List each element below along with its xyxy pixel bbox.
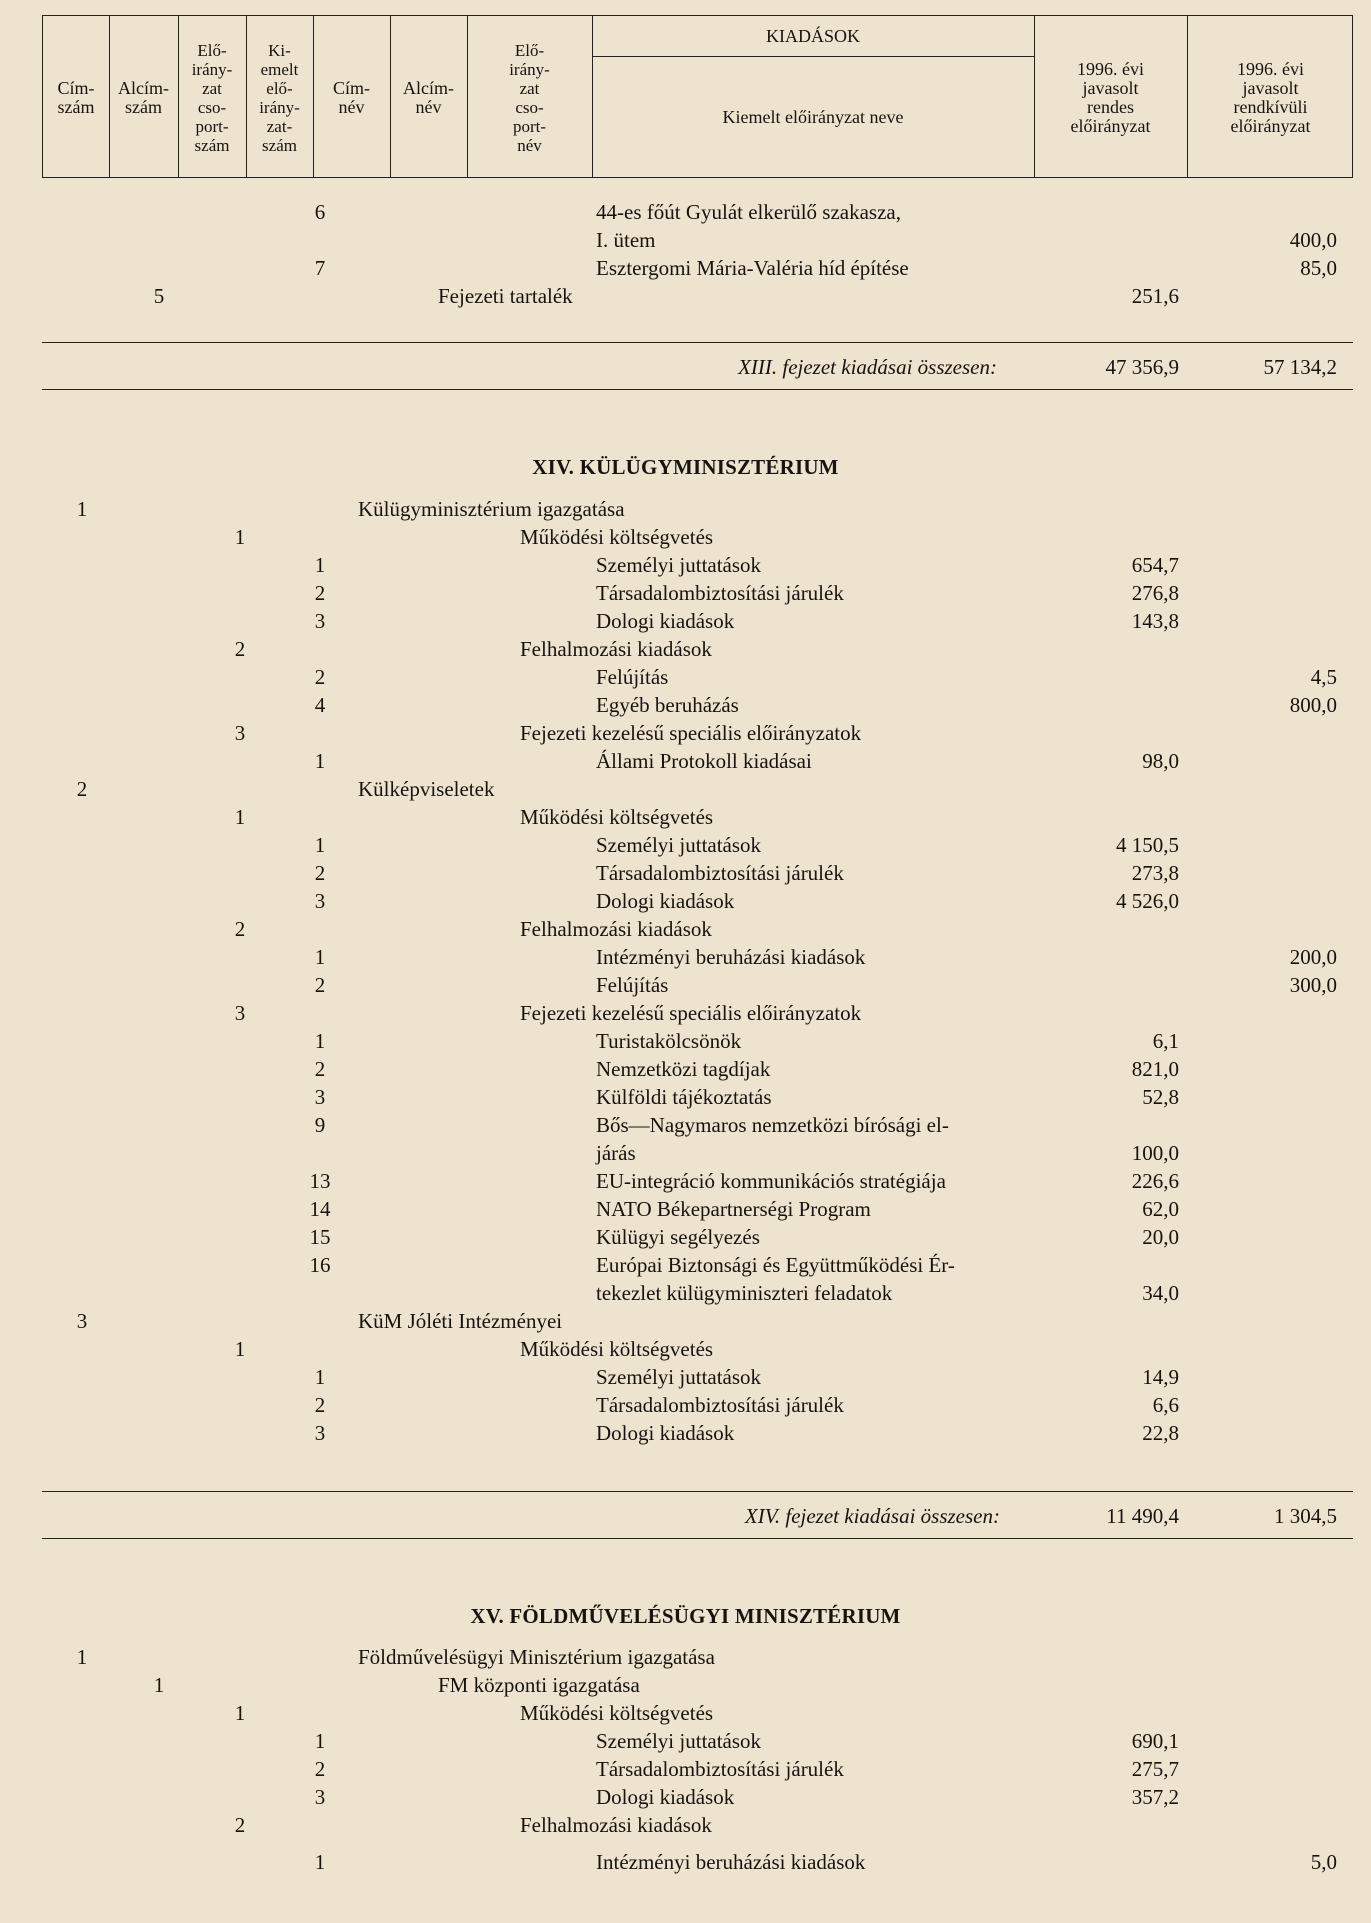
row-name: Földművelésügyi Minisztérium igazgatása	[358, 1645, 715, 1669]
row-name: 44-es főút Gyulát elkerülő szakasza,	[596, 200, 901, 224]
csoport-szam: 2	[234, 917, 246, 941]
rendes-value: 62,0	[1142, 1197, 1179, 1221]
kiemelt-szam: 1	[314, 833, 326, 857]
table-row	[0, 831, 1371, 859]
table-row	[0, 915, 1371, 943]
rendkivuli-value: 4,5	[1310, 665, 1337, 689]
table-row	[0, 1251, 1371, 1279]
rendes-value: 34,0	[1142, 1281, 1179, 1305]
row-name: Felhalmozási kiadások	[520, 637, 712, 661]
row-name: Működési költségvetés	[520, 805, 714, 829]
kiemelt-szam: 2	[314, 1393, 326, 1417]
rendkivuli-value: 800,0	[1289, 693, 1337, 717]
table-row	[0, 691, 1371, 719]
rendes-value: 4 150,5	[1116, 833, 1179, 857]
row-name: Dologi kiadások	[596, 609, 735, 633]
cim-szam: 2	[76, 777, 88, 801]
row-name: Turistakölcsönök	[596, 1029, 742, 1053]
csoport-szam: 1	[234, 805, 246, 829]
alcim-szam: 1	[153, 1673, 165, 1697]
total-rendkivuli: 1 304,5	[1274, 1504, 1337, 1528]
separator-line	[42, 1538, 1353, 1539]
row-name: Fejezeti tartalék	[438, 284, 573, 308]
row-name: Esztergomi Mária-Valéria híd építése	[596, 256, 909, 280]
row-name: tekezlet külügyminiszteri feladatok	[596, 1281, 893, 1305]
kiemelt-szam: 2	[314, 665, 326, 689]
rendkivuli-value: 5,0	[1310, 1850, 1337, 1874]
rendes-value: 143,8	[1131, 609, 1179, 633]
table-row	[0, 1307, 1371, 1335]
cim-szam: 1	[76, 497, 88, 521]
row-name: Külképviseletek	[358, 777, 495, 801]
table-row	[0, 1727, 1371, 1755]
row-name: Személyi juttatások	[596, 1729, 762, 1753]
rendkivuli-value: 200,0	[1289, 945, 1337, 969]
csoport-szam: 3	[234, 1001, 246, 1025]
cim-szam: 1	[76, 1645, 88, 1669]
table-row	[0, 254, 1371, 282]
header-kiadasok: KIADÁSOK	[766, 25, 860, 46]
rendes-value: 276,8	[1131, 581, 1179, 605]
rendes-value: 275,7	[1131, 1757, 1179, 1781]
section-title-xv: XV. FÖLDMŰVELÉSÜGYI MINISZTÉRIUM	[470, 1604, 901, 1628]
table-row	[0, 551, 1371, 579]
total-rendes: 47 356,9	[1105, 355, 1179, 379]
csoport-szam: 1	[234, 1701, 246, 1725]
rendes-value: 690,1	[1131, 1729, 1179, 1753]
table-row	[0, 495, 1371, 523]
kiemelt-szam: 3	[314, 889, 326, 913]
kiemelt-szam: 4	[314, 693, 326, 717]
kiemelt-szam: 1	[314, 1850, 326, 1874]
table-row	[0, 635, 1371, 663]
table-row	[0, 1083, 1371, 1111]
table-row	[0, 226, 1371, 254]
table-row	[0, 1671, 1371, 1699]
table-row	[0, 1363, 1371, 1391]
table-row	[0, 1755, 1371, 1783]
table-row	[0, 282, 1371, 310]
table-row	[0, 1195, 1371, 1223]
kiemelt-szam: 9	[314, 1113, 326, 1137]
rendkivuli-value: 300,0	[1289, 973, 1337, 997]
kiemelt-szam: 6	[314, 200, 326, 224]
table-row	[0, 1055, 1371, 1083]
table-row	[0, 971, 1371, 999]
row-name: Személyi juttatások	[596, 833, 762, 857]
header-cim-nev: Cím- név	[332, 77, 370, 117]
table-row	[0, 1848, 1371, 1876]
table-row	[0, 1223, 1371, 1251]
row-name: Fejezeti kezelésű speciális előirányzatok	[520, 1001, 862, 1025]
kiemelt-szam: 2	[314, 1757, 326, 1781]
table-row	[0, 1391, 1371, 1419]
row-name: Fejezeti kezelésű speciális előirányzatok	[520, 721, 862, 745]
table-row	[0, 887, 1371, 915]
row-name: KüM Jóléti Intézményei	[358, 1309, 563, 1333]
row-name: Személyi juttatások	[596, 1365, 762, 1389]
header-eloiranyzat-csoport-nev: Elő- irány- zat cso- port- név	[509, 40, 550, 155]
header-eloiranyzat-csoport-szam: Elő- irány- zat cso- port- szám	[191, 40, 233, 155]
row-name: NATO Békepartnerségi Program	[596, 1197, 871, 1221]
row-name: Külföldi tájékoztatás	[596, 1085, 772, 1109]
kiemelt-szam: 1	[314, 749, 326, 773]
total-row-xiv	[0, 1502, 1371, 1530]
csoport-szam: 2	[234, 637, 246, 661]
header-alcim-nev: Alcím- név	[403, 77, 454, 117]
rendes-value: 273,8	[1131, 861, 1179, 885]
csoport-szam: 3	[234, 721, 246, 745]
table-row	[0, 1699, 1371, 1727]
table-row	[0, 1279, 1371, 1307]
row-name: Dologi kiadások	[596, 889, 735, 913]
rendes-value: 14,9	[1142, 1365, 1179, 1389]
row-name: Egyéb beruházás	[596, 693, 739, 717]
row-name: I. ütem	[596, 228, 656, 252]
table-row	[0, 999, 1371, 1027]
row-name: Társadalombiztosítási járulék	[596, 1757, 844, 1781]
row-name: járás	[596, 1141, 636, 1165]
kiemelt-szam: 14	[309, 1197, 331, 1221]
table-row	[0, 1419, 1371, 1447]
rendes-value: 100,0	[1131, 1141, 1179, 1165]
table-row	[0, 1111, 1371, 1139]
kiemelt-szam: 2	[314, 861, 326, 885]
rendes-value: 6,6	[1152, 1393, 1179, 1417]
header-cim-szam: Cím- szám	[57, 77, 95, 117]
row-name: FM központi igazgatása	[438, 1673, 640, 1697]
header-kiemelt-szam: Ki- emelt elő- irány- zat- szám	[259, 40, 300, 155]
separator-line	[42, 389, 1353, 390]
table-row	[0, 1811, 1371, 1839]
row-name: Bős—Nagymaros nemzetközi bírósági el-	[596, 1113, 949, 1137]
rendes-value: 20,0	[1142, 1225, 1179, 1249]
table-row	[0, 1139, 1371, 1167]
csoport-szam: 2	[234, 1813, 246, 1837]
total-row-xiii	[0, 353, 1371, 381]
rendes-value: 52,8	[1142, 1085, 1179, 1109]
rendes-value: 98,0	[1142, 749, 1179, 773]
table-row	[0, 943, 1371, 971]
row-name: Dologi kiadások	[596, 1421, 735, 1445]
total-label: XIV. fejezet kiadásai összesen:	[744, 1504, 1000, 1528]
table-row	[0, 579, 1371, 607]
row-name: EU-integráció kommunikációs stratégiája	[596, 1169, 946, 1193]
rendes-value: 4 526,0	[1116, 889, 1179, 913]
header-rendkivuli-eloiranyzat: 1996. évi javasolt rendkívüli előirányzat	[1230, 58, 1311, 136]
table-row	[0, 747, 1371, 775]
row-name: Állami Protokoll kiadásai	[596, 749, 812, 773]
kiemelt-szam: 3	[314, 609, 326, 633]
kiemelt-szam: 1	[314, 945, 326, 969]
row-name: Nemzetközi tagdíjak	[596, 1057, 771, 1081]
row-name: Társadalombiztosítási járulék	[596, 581, 844, 605]
rendes-value: 654,7	[1131, 553, 1179, 577]
section-title-xiv: XIV. KÜLÜGYMINISZTÉRIUM	[532, 455, 839, 479]
csoport-szam: 1	[234, 1337, 246, 1361]
table-row	[0, 1783, 1371, 1811]
row-name: Felújítás	[596, 665, 669, 689]
kiemelt-szam: 1	[314, 1365, 326, 1389]
rendes-value: 226,6	[1131, 1169, 1179, 1193]
row-name: Felújítás	[596, 973, 669, 997]
rendes-value: 6,1	[1152, 1029, 1179, 1053]
kiemelt-szam: 3	[314, 1785, 326, 1809]
kiemelt-szam: 2	[314, 973, 326, 997]
csoport-szam: 1	[234, 525, 246, 549]
kiemelt-szam: 7	[314, 256, 326, 280]
table-row	[0, 663, 1371, 691]
row-name: Társadalombiztosítási járulék	[596, 861, 844, 885]
alcim-szam: 5	[153, 284, 165, 308]
separator-line	[42, 342, 1353, 343]
kiemelt-szam: 16	[309, 1253, 331, 1277]
kiemelt-szam: 2	[314, 1057, 326, 1081]
table-row	[0, 607, 1371, 635]
kiemelt-szam: 3	[314, 1085, 326, 1109]
rendkivuli-value: 85,0	[1300, 256, 1337, 280]
cim-szam: 3	[76, 1309, 88, 1333]
header-kiemelt-nev: Kiemelt előirányzat neve	[722, 107, 904, 127]
rendes-value: 22,8	[1142, 1421, 1179, 1445]
table-row	[0, 775, 1371, 803]
table-row	[0, 719, 1371, 747]
total-rendkivuli: 57 134,2	[1263, 355, 1337, 379]
kiemelt-szam: 1	[314, 1729, 326, 1753]
row-name: Működési költségvetés	[520, 1337, 714, 1361]
table-header	[42, 15, 1353, 178]
row-name: Személyi juttatások	[596, 553, 762, 577]
total-rendes: 11 490,4	[1106, 1504, 1179, 1528]
header-alcim-szam: Alcím- szám	[118, 77, 169, 117]
table-row	[0, 859, 1371, 887]
row-name: Társadalombiztosítási járulék	[596, 1393, 844, 1417]
row-name: Európai Biztonsági és Együttműködési Ér-	[596, 1253, 955, 1277]
row-name: Intézményi beruházási kiadások	[596, 945, 866, 969]
kiemelt-szam: 3	[314, 1421, 326, 1445]
row-name: Működési költségvetés	[520, 525, 714, 549]
row-name: Dologi kiadások	[596, 1785, 735, 1809]
table-row	[0, 1335, 1371, 1363]
rendes-value: 251,6	[1131, 284, 1179, 308]
table-row	[0, 1167, 1371, 1195]
kiemelt-szam: 1	[314, 1029, 326, 1053]
row-name: Intézményi beruházási kiadások	[596, 1850, 866, 1874]
row-name: Külügyminisztérium igazgatása	[358, 497, 625, 521]
kiemelt-szam: 13	[309, 1169, 331, 1193]
rendes-value: 821,0	[1131, 1057, 1179, 1081]
table-row	[0, 198, 1371, 226]
row-name: Felhalmozási kiadások	[520, 1813, 712, 1837]
table-row	[0, 803, 1371, 831]
header-rendes-eloiranyzat: 1996. évi javasolt rendes előirányzat	[1070, 58, 1151, 136]
row-name: Külügyi segélyezés	[596, 1225, 760, 1249]
table-row	[0, 1027, 1371, 1055]
total-label: XIII. fejezet kiadásai összesen:	[738, 355, 997, 379]
rendes-value: 357,2	[1131, 1785, 1179, 1809]
row-name: Felhalmozási kiadások	[520, 917, 712, 941]
table-row	[0, 523, 1371, 551]
kiemelt-szam: 2	[314, 581, 326, 605]
row-name: Működési költségvetés	[520, 1701, 714, 1725]
kiemelt-szam: 1	[314, 553, 326, 577]
kiemelt-szam: 15	[309, 1225, 331, 1249]
table-row	[0, 1643, 1371, 1671]
separator-line	[42, 1491, 1353, 1492]
rendkivuli-value: 400,0	[1289, 228, 1337, 252]
